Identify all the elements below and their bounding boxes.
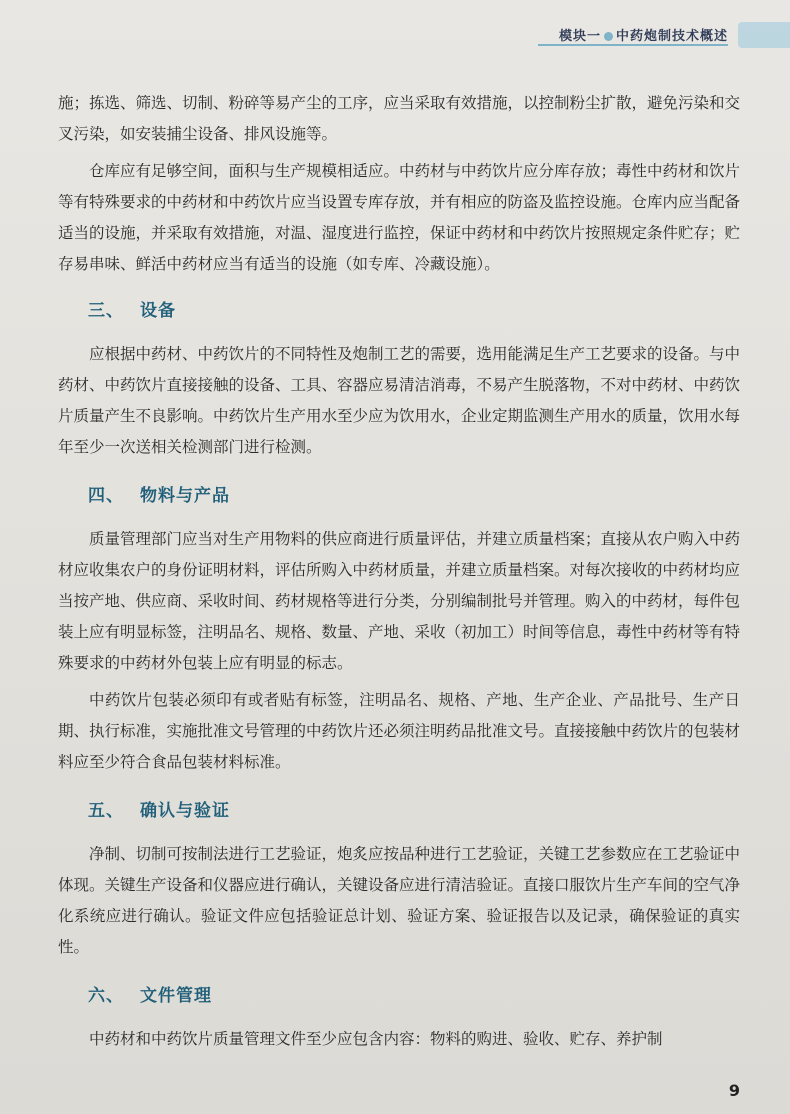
- section-title: 物料与产品: [140, 486, 230, 506]
- header-underline: [538, 44, 728, 46]
- running-header: [490, 18, 790, 58]
- paragraph-validation: 净制、切制可按制法进行工艺验证，炮炙应按品种进行工艺验证，关键工艺参数应在工艺验证中体现。关键生产设备和仪器应进行确认，关键设备应进行清洁验证。直接口服饮片生产车间的空气净化系统应进行确认。验证文件应包括验证总计划、验证方案、验证报告以及记录，确保验证的真实性。: [58, 845, 741, 956]
- section-heading-materials: [88, 481, 740, 512]
- header-title: 中药炮制技术概述: [615, 29, 728, 44]
- header-text: [559, 25, 728, 44]
- paragraph-equipment: 应根据中药材、中药饮片的不同特性及炮制工艺的需要，选用能满足生产工艺要求的设备。与中药材、中药饮片直接接触的设备、工具、容器应易清洁消毒，不易产生脱落物，不对中药材、中药饮片质量产生不良影响。中药饮片生产用水至少应为饮用水，企业定期监测生产用水的质量，饮用水每年至少一次送相关检测部门进行检测。: [58, 345, 741, 456]
- section-heading-validation: [88, 796, 740, 827]
- header-dot-icon: [604, 32, 613, 41]
- paragraph-materials-1: 质量管理部门应当对生产用物料的供应商进行质量评估，并建立质量档案；直接从农户购入中药材应收集农户的身份证明材料，评估所购入中药材质量，并建立质量档案。对每次接收的中药材均应当按产地、供应商、采收时间、药材规格等进行分类，分别编制批号并管理。购入的中药材，每件包装上应有明显标签，注明品名、规格、数量、产地、采收（初加工）时间等信息，毒性中药材等有特殊要求的中药材外包装上应有明显的标志。: [58, 530, 741, 672]
- section-title: 设备: [140, 301, 176, 321]
- paragraph-continued: 施；拣选、筛选、切制、粉碎等易产尘的工序，应当采取有效措施，以控制粉尘扩散，避免污染和交叉污染，如安装捕尘设备、排风设施等。: [58, 94, 741, 143]
- section-number: 三、: [88, 301, 124, 321]
- header-tab: [738, 22, 790, 48]
- section-number: 四、: [88, 486, 124, 506]
- paragraph-documents: 中药材和中药饮片质量管理文件至少应包含内容：物料的购进、验收、贮存、养护制: [89, 1030, 663, 1048]
- page-content: [58, 88, 740, 1061]
- section-heading-documents: [88, 981, 740, 1012]
- section-number: 六、: [88, 986, 124, 1006]
- section-heading-equipment: [88, 296, 740, 327]
- paragraph-materials-2: 中药饮片包装必须印有或者贴有标签，注明品名、规格、产地、生产企业、产品批号、生产日期、执行标准，实施批准文号管理的中药饮片还必须注明药品批准文号。直接接触中药饮片的包装材料应至少符合食品包装材料标准。: [58, 691, 741, 771]
- page-number: 9: [728, 1081, 740, 1100]
- paragraph-storage: 仓库应有足够空间，面积与生产规模相适应。中药材与中药饮片应分库存放；毒性中药材和饮片等有特殊要求的中药材和中药饮片应当设置专库存放，并有相应的防盗及监控设施。仓库内应当配备适当的设施，并采取有效措施，对温、湿度进行监控，保证中药材和中药饮片按照规定条件贮存；贮存易串味、鲜活中药材应当有适当的设施（如专库、冷藏设施）。: [58, 162, 741, 273]
- section-title: 确认与验证: [140, 801, 230, 821]
- header-module: 模块一: [558, 29, 601, 44]
- section-number: 五、: [88, 801, 124, 821]
- section-title: 文件管理: [140, 986, 212, 1006]
